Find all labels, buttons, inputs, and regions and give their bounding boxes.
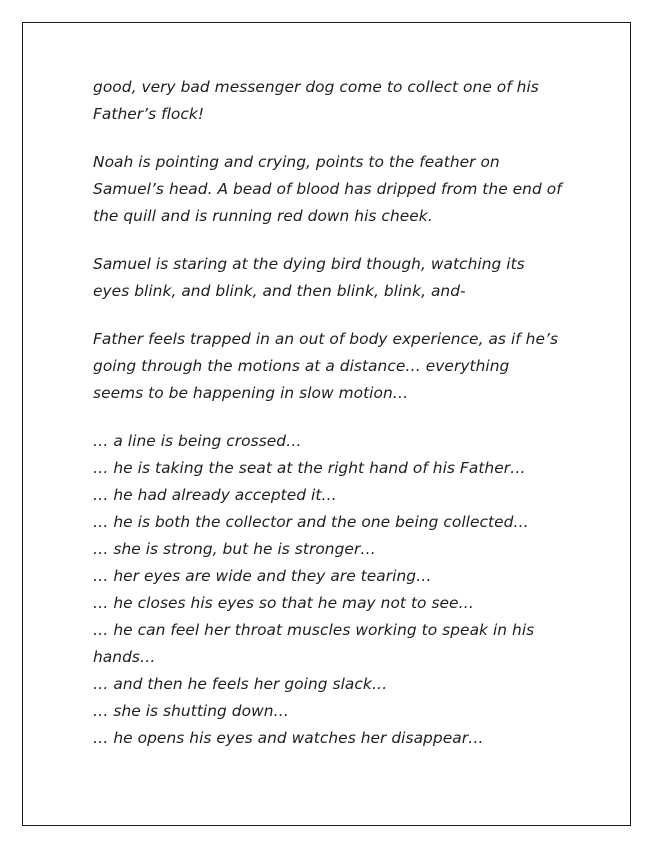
paragraph: Father feels trapped in an out of body experience, as if he’s going through the motions at a distance… everything seems to be happening in slow motion…	[93, 330, 559, 402]
paragraph: Noah is pointing and crying, points to the feather on Samuel’s head. A bead of blood has dripped from the end of the quill and is running red down his cheek.	[93, 153, 562, 225]
ellipsis-line: … he had already accepted it…	[93, 486, 337, 504]
paragraph: Samuel is staring at the dying bird though, watching its eyes blink, and blink, and then blink, blink, and-	[93, 255, 525, 300]
ellipsis-line: … a line is being crossed…	[93, 432, 302, 450]
paragraph: good, very bad messenger dog come to collect one of his Father’s flock!	[93, 78, 539, 123]
ellipsis-line: … he opens his eyes and watches her disappear…	[93, 729, 484, 747]
ellipsis-line: … he closes his eyes so that he may not to see…	[93, 594, 474, 612]
ellipsis-line-list	[93, 428, 563, 752]
ellipsis-line: … and then he feels her going slack…	[93, 675, 388, 693]
ellipsis-line: … he is both the collector and the one being collected…	[93, 513, 529, 531]
ellipsis-line: … she is shutting down…	[93, 702, 289, 720]
ellipsis-line: … he can feel her throat muscles working to speak in his hands…	[93, 621, 535, 666]
ellipsis-line: … she is strong, but he is stronger…	[93, 540, 376, 558]
ellipsis-line: … he is taking the seat at the right hand of his Father…	[93, 459, 526, 477]
ellipsis-line: … her eyes are wide and they are tearing…	[93, 567, 432, 585]
document-body	[93, 74, 563, 752]
